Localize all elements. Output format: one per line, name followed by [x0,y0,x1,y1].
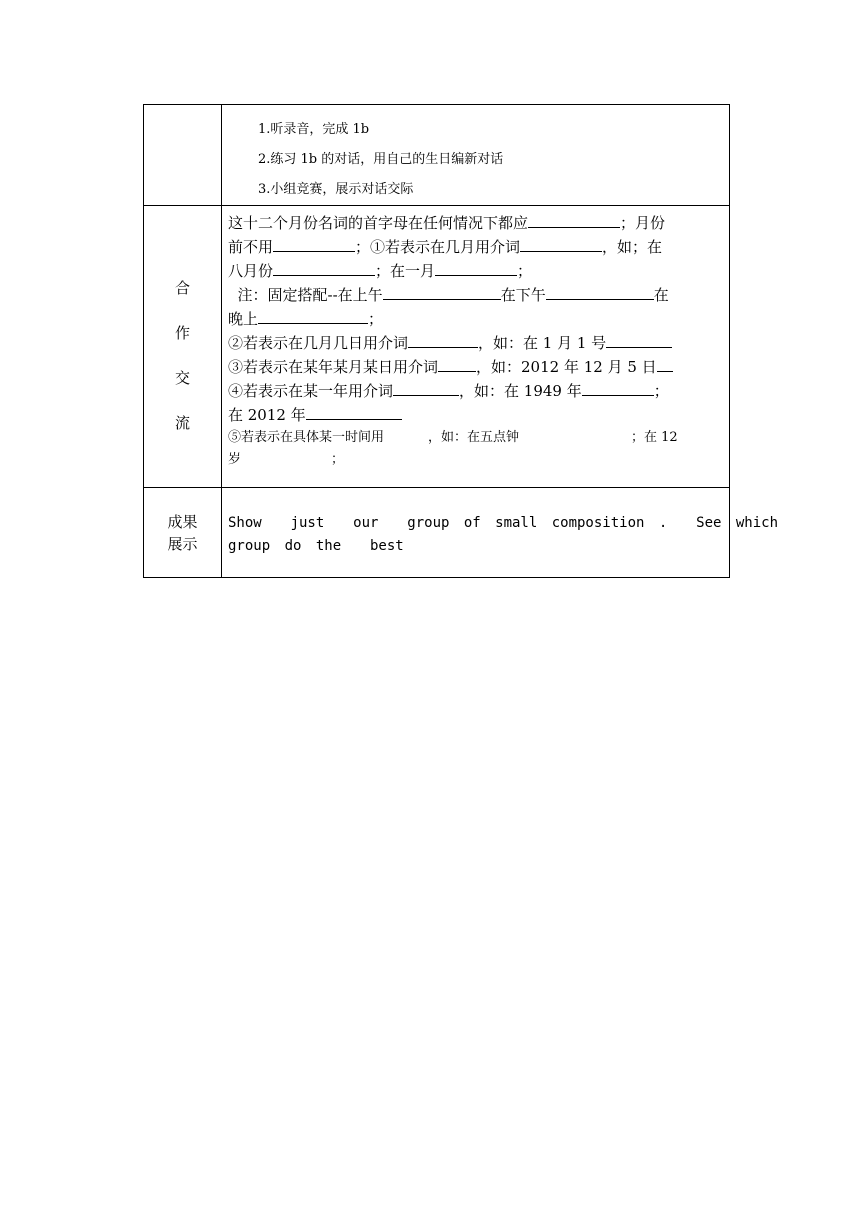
fill-blank[interactable] [383,283,501,300]
text-line [228,355,725,379]
text-line [228,449,725,471]
result-cell [222,488,779,578]
text-line [228,235,725,259]
text-segment: 注：固定搭配--在上午 [237,286,383,304]
cooperation-row [144,206,730,488]
text-line [228,379,725,403]
text-segment: ④若表示在某一年用介词 [228,382,394,400]
text-segment: 岁 [228,452,242,467]
text-segment: 这十二个月份名词的首字母在任何情况下都应 [228,214,529,232]
steps-row [144,105,730,206]
steps-label-cell [144,105,222,206]
result-label-line: 展示 [167,535,198,553]
step-item: 3.小组竞赛，展示对话交际 [258,182,414,197]
fill-blank[interactable] [435,259,517,276]
text-line [228,403,725,427]
text-segment: 晚上 [228,310,259,328]
text-segment: 在 2012 年 [228,406,306,424]
result-row [144,488,730,578]
cooperation-cell [222,206,730,488]
step-item: 1.听录音，完成 1b [258,122,370,137]
fill-blank[interactable] [306,403,402,420]
text-segment: ，如：在 1 月 1 号 [478,334,607,352]
cooperation-text [222,206,729,471]
text-segment: ；月份 [620,214,666,232]
text-segment: ； [653,382,669,400]
text-segment: ，如：2012 年 12 月 5 日 [476,358,657,376]
fill-blank[interactable] [657,355,673,372]
fill-blank[interactable] [546,283,654,300]
label-char: 作 [174,324,190,342]
text-line [228,259,725,283]
text-segment: ；①若表示在几月用介词 [355,238,521,256]
text-segment: ，如：在 1949 年 [459,382,582,400]
fill-blank[interactable] [582,379,654,396]
lesson-table [143,104,779,578]
cooperation-label [144,206,221,446]
text-segment: ； [517,262,533,280]
text-line [228,211,725,235]
text-segment: ，如；在 [602,238,663,256]
fill-blank[interactable] [273,259,375,276]
fill-blank[interactable] [438,355,476,372]
fill-blank[interactable] [393,379,459,396]
text-segment: ； [368,310,384,328]
fill-blank[interactable] [408,331,478,348]
steps-cell [222,105,730,206]
result-label-cell [144,488,222,578]
fill-blank[interactable] [273,235,355,252]
fill-blank[interactable] [528,211,620,228]
text-line [228,307,725,331]
text-segment: 前不用 [228,238,274,256]
result-label [144,488,221,555]
text-line [228,283,725,307]
fill-blank[interactable] [606,331,672,348]
fill-blank[interactable] [258,307,368,324]
text-segment: ，如：在五点钟 [428,430,520,445]
result-line: Show just our group of small composition . See which [228,515,779,531]
label-char: 交 [174,369,190,387]
text-segment: ； [331,452,345,467]
text-segment: 在 [653,286,669,304]
result-label-line: 成果 [167,513,198,531]
label-char: 流 [174,414,190,432]
text-segment: ③若表示在某年某月某日用介词 [228,358,439,376]
result-text [222,488,779,558]
label-char: 合 [174,279,190,297]
text-segment: ；在 12 [631,430,678,445]
text-line [228,331,725,355]
steps-list [222,105,729,205]
step-item: 2.练习 1b 的对话，用自己的生日编新对话 [258,152,504,167]
result-line: group do the best [228,538,404,554]
text-segment: ；在一月 [375,262,436,280]
text-segment: 在下午 [500,286,546,304]
text-segment: ⑤若表示在具体某一时间用 [228,430,385,445]
cooperation-label-cell [144,206,222,488]
fill-blank[interactable] [520,235,602,252]
text-line [228,427,725,449]
text-segment: ②若表示在几月几日用介词 [228,334,409,352]
text-segment: 八月份 [228,262,274,280]
